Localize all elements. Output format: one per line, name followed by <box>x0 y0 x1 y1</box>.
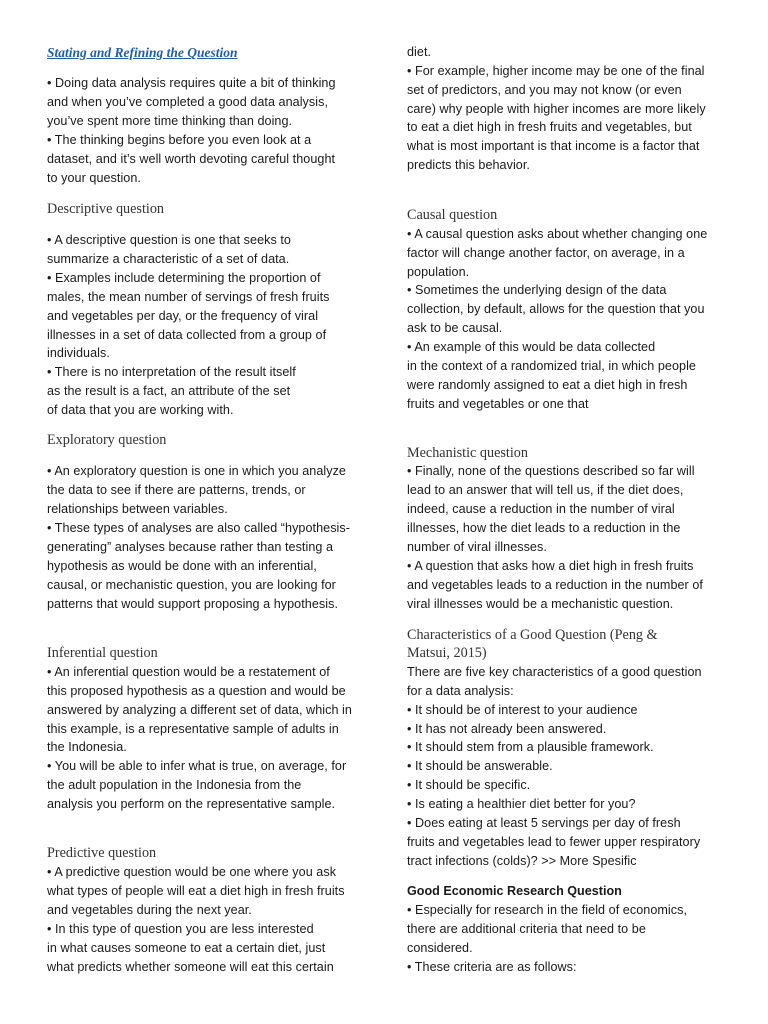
inferential-line: the adult population in the Indonesia from the <box>47 778 302 792</box>
mechanistic-line: lead to an answer that will tell us, if the diet does, <box>407 483 684 497</box>
characteristics-line: • It should be of interest to your audience <box>407 703 638 717</box>
exploratory-heading: Exploratory question <box>47 432 167 448</box>
exploratory-line: generating” analyses because rather than testing a <box>47 540 334 554</box>
descriptive-line: as the result is a fact, an attribute of the set <box>47 384 291 398</box>
descriptive-line: individuals. <box>47 346 110 360</box>
causal-line: • Sometimes the underlying design of the data <box>407 283 667 297</box>
exploratory-line: hypothesis as would be done with an inferential, <box>47 559 317 573</box>
characteristics-line: • It should be answerable. <box>407 759 553 773</box>
continued-line: what is most important is that income is a factor that <box>407 139 700 153</box>
continued-line: predicts this behavior. <box>407 158 530 172</box>
causal-line: factor will change another factor, on average, in a <box>407 246 685 260</box>
economic-line: considered. <box>407 941 473 955</box>
inferential-line: the Indonesia. <box>47 740 127 754</box>
characteristics-line: • Is eating a healthier diet better for you? <box>407 797 636 811</box>
descriptive-line: • A descriptive question is one that seeks to <box>47 233 291 247</box>
continued-line: care) why people with higher incomes are more likely <box>407 102 706 116</box>
characteristics-line: • It has not already been answered. <box>407 722 607 736</box>
mechanistic-line: • A question that asks how a diet high in fresh fruits <box>407 559 694 573</box>
causal-line: • A causal question asks about whether changing one <box>407 227 708 241</box>
intro-line: • The thinking begins before you even look at a <box>47 133 312 147</box>
economic-line: there are additional criteria that need to be <box>407 922 646 936</box>
characteristics-line: There are five key characteristics of a good question <box>407 665 702 679</box>
characteristics-line: for a data analysis: <box>407 684 514 698</box>
mechanistic-line: • Finally, none of the questions described so far will <box>407 464 695 478</box>
causal-line: were randomly assigned to eat a diet high in fresh <box>407 378 688 392</box>
exploratory-line: patterns that would support proposing a hypothesis. <box>47 597 338 611</box>
characteristics-line: • It should be specific. <box>407 778 531 792</box>
characteristics-heading: Characteristics of a Good Question (Peng & <box>407 627 658 643</box>
predictive-heading: Predictive question <box>47 845 157 861</box>
continued-line: • For example, higher income may be one of the final <box>407 64 705 78</box>
mechanistic-heading: Mechanistic question <box>407 445 528 461</box>
inferential-line: this example, is a representative sample of adults in <box>47 722 339 736</box>
descriptive-line: of data that you are working with. <box>47 403 234 417</box>
causal-line: fruits and vegetables or one that <box>407 397 589 411</box>
exploratory-line: the data to see if there are patterns, trends, or <box>47 483 306 497</box>
mechanistic-line: and vegetables leads to a reduction in the number of <box>407 578 703 592</box>
continued-line: diet. <box>407 45 432 59</box>
descriptive-heading: Descriptive question <box>47 201 165 217</box>
inferential-heading: Inferential question <box>47 645 158 661</box>
causal-line: collection, by default, allows for the question that you <box>407 302 705 316</box>
exploratory-line: relationships between variables. <box>47 502 228 516</box>
mechanistic-line: viral illnesses would be a mechanistic question. <box>407 597 674 611</box>
predictive-line: • A predictive question would be one where you ask <box>47 865 337 879</box>
economic-heading: Good Economic Research Question <box>407 884 622 898</box>
inferential-line: this proposed hypothesis as a question and would be <box>47 684 346 698</box>
section-title: Stating and Refining the Question <box>47 45 238 60</box>
characteristics-heading-cont: Matsui, 2015) <box>407 645 487 661</box>
exploratory-line: causal, or mechanistic question, you are looking for <box>47 578 336 592</box>
descriptive-line: • There is no interpretation of the result itself <box>47 365 296 379</box>
descriptive-line: illnesses in a set of data collected from a group of <box>47 328 327 342</box>
predictive-line: and vegetables during the next year. <box>47 903 252 917</box>
mechanistic-line: indeed, cause a reduction in the number of viral <box>407 502 675 516</box>
characteristics-line: fruits and vegetables lead to fewer upper respiratory <box>407 835 701 849</box>
intro-line: you’ve spent more time thinking than doing. <box>47 114 293 128</box>
causal-heading: Causal question <box>407 207 498 223</box>
descriptive-line: and vegetables per day, or the frequency of viral <box>47 309 319 323</box>
mechanistic-line: number of viral illnesses. <box>407 540 547 554</box>
predictive-line: • In this type of question you are less interested <box>47 922 314 936</box>
causal-line: in the context of a randomized trial, in which people <box>407 359 696 373</box>
descriptive-line: males, the mean number of servings of fresh fruits <box>47 290 330 304</box>
exploratory-line: • These types of analyses are also called “hypothesis- <box>47 521 350 535</box>
descriptive-line: • Examples include determining the proportion of <box>47 271 321 285</box>
causal-line: • An example of this would be data collected <box>407 340 656 354</box>
economic-line: • Especially for research in the field of economics, <box>407 903 688 917</box>
characteristics-line: • It should stem from a plausible framework. <box>407 740 654 754</box>
intro-line: and when you’ve completed a good data analysis, <box>47 95 328 109</box>
inferential-line: • An inferential question would be a restatement of <box>47 665 330 679</box>
intro-line: to your question. <box>47 171 141 185</box>
continued-line: to eat a diet high in fresh fruits and vegetables, but <box>407 120 692 134</box>
exploratory-line: • An exploratory question is one in which you analyze <box>47 464 346 478</box>
predictive-line: in what causes someone to eat a certain diet, just <box>47 941 326 955</box>
mechanistic-line: illnesses, how the diet leads to a reduction in the <box>407 521 681 535</box>
inferential-line: answered by analyzing a different set of data, which in <box>47 703 352 717</box>
causal-line: population. <box>407 265 470 279</box>
predictive-line: what predicts whether someone will eat this certain <box>47 960 334 974</box>
economic-line: • These criteria are as follows: <box>407 960 577 974</box>
causal-line: ask to be causal. <box>407 321 503 335</box>
characteristics-line: tract infections (colds)? >> More Spesific <box>407 854 637 868</box>
descriptive-line: summarize a characteristic of a set of data. <box>47 252 290 266</box>
continued-line: set of predictors, and you may not know (or even <box>407 83 682 97</box>
inferential-line: analysis you perform on the representative sample. <box>47 797 336 811</box>
inferential-line: • You will be able to infer what is true, on average, for <box>47 759 347 773</box>
characteristics-line: • Does eating at least 5 servings per day of fresh <box>407 816 681 830</box>
intro-line: • Doing data analysis requires quite a bit of thinking <box>47 76 336 90</box>
predictive-line: what types of people will eat a diet high in fresh fruits <box>47 884 345 898</box>
intro-line: dataset, and it’s well worth devoting careful thought <box>47 152 336 166</box>
